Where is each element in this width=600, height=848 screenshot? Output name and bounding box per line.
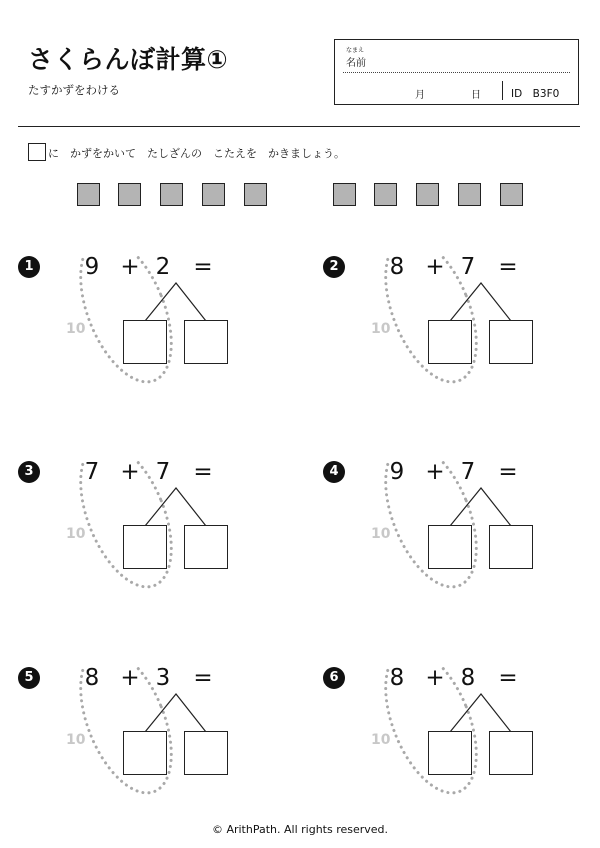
page-title: さくらんぼ計算①	[28, 45, 229, 74]
addend-b: 3	[155, 665, 171, 691]
name-furigana: なまえ	[346, 47, 365, 54]
name-box	[334, 39, 579, 105]
header-divider	[18, 126, 580, 127]
equals-sign: =	[193, 254, 213, 280]
addend-b: 7	[155, 459, 171, 485]
addend-a: 8	[84, 665, 100, 691]
name-field[interactable]: 名前	[346, 58, 366, 69]
split-box-left[interactable]	[428, 731, 472, 775]
plus-sign: +	[120, 254, 140, 280]
equals-sign: =	[498, 254, 518, 280]
addend-a: 9	[84, 254, 100, 280]
problem-1	[18, 256, 278, 426]
plus-sign: +	[120, 665, 140, 691]
addend-b: 2	[155, 254, 171, 280]
split-box-right[interactable]	[184, 320, 228, 364]
addend-b: 7	[460, 459, 476, 485]
answer-square[interactable]	[77, 183, 100, 206]
split-box-left[interactable]	[428, 525, 472, 569]
addend-a: 7	[84, 459, 100, 485]
problem-number: 4	[323, 461, 345, 483]
page-subtitle: たすかずをわける	[28, 83, 120, 97]
problem-6	[323, 667, 583, 837]
split-box-right[interactable]	[489, 731, 533, 775]
name-dotted-line	[343, 72, 570, 73]
ten-label: 10	[371, 526, 391, 542]
ten-label: 10	[66, 732, 86, 748]
split-box-left[interactable]	[428, 320, 472, 364]
equals-sign: =	[193, 459, 213, 485]
split-box-right[interactable]	[184, 525, 228, 569]
plus-sign: +	[120, 459, 140, 485]
equals-sign: =	[193, 665, 213, 691]
answer-square[interactable]	[416, 183, 439, 206]
problem-5	[18, 667, 278, 837]
worksheet-id: ID B3F0	[511, 88, 560, 100]
instruction-text: に かずをかいて たしざんの こたえを かきましょう。	[48, 147, 345, 160]
addend-a: 9	[389, 459, 405, 485]
month-label: 月	[415, 90, 425, 101]
ten-label: 10	[66, 526, 86, 542]
split-box-left[interactable]	[123, 525, 167, 569]
addend-b: 7	[460, 254, 476, 280]
plus-sign: +	[425, 459, 445, 485]
problem-number: 6	[323, 667, 345, 689]
answer-square[interactable]	[333, 183, 356, 206]
problem-number: 5	[18, 667, 40, 689]
equals-sign: =	[498, 459, 518, 485]
addend-a: 8	[389, 254, 405, 280]
problem-number: 2	[323, 256, 345, 278]
split-box-left[interactable]	[123, 320, 167, 364]
ten-label: 10	[66, 321, 86, 337]
answer-square[interactable]	[500, 183, 523, 206]
split-box-left[interactable]	[123, 731, 167, 775]
split-box-right[interactable]	[489, 525, 533, 569]
plus-sign: +	[425, 665, 445, 691]
ten-label: 10	[371, 732, 391, 748]
problem-2	[323, 256, 583, 426]
id-divider	[502, 81, 503, 100]
problem-number: 3	[18, 461, 40, 483]
problem-3	[18, 461, 278, 631]
problem-4	[323, 461, 583, 631]
equals-sign: =	[498, 665, 518, 691]
split-box-right[interactable]	[489, 320, 533, 364]
ten-label: 10	[371, 321, 391, 337]
answer-square[interactable]	[118, 183, 141, 206]
day-label: 日	[471, 90, 481, 101]
instruction-box-icon	[28, 143, 46, 161]
answer-square[interactable]	[244, 183, 267, 206]
split-box-right[interactable]	[184, 731, 228, 775]
problem-number: 1	[18, 256, 40, 278]
answer-square[interactable]	[202, 183, 225, 206]
plus-sign: +	[425, 254, 445, 280]
answer-square[interactable]	[160, 183, 183, 206]
addend-a: 8	[389, 665, 405, 691]
answer-square[interactable]	[458, 183, 481, 206]
answer-square[interactable]	[374, 183, 397, 206]
addend-b: 8	[460, 665, 476, 691]
footer-copyright: © ArithPath. All rights reserved.	[211, 823, 389, 836]
